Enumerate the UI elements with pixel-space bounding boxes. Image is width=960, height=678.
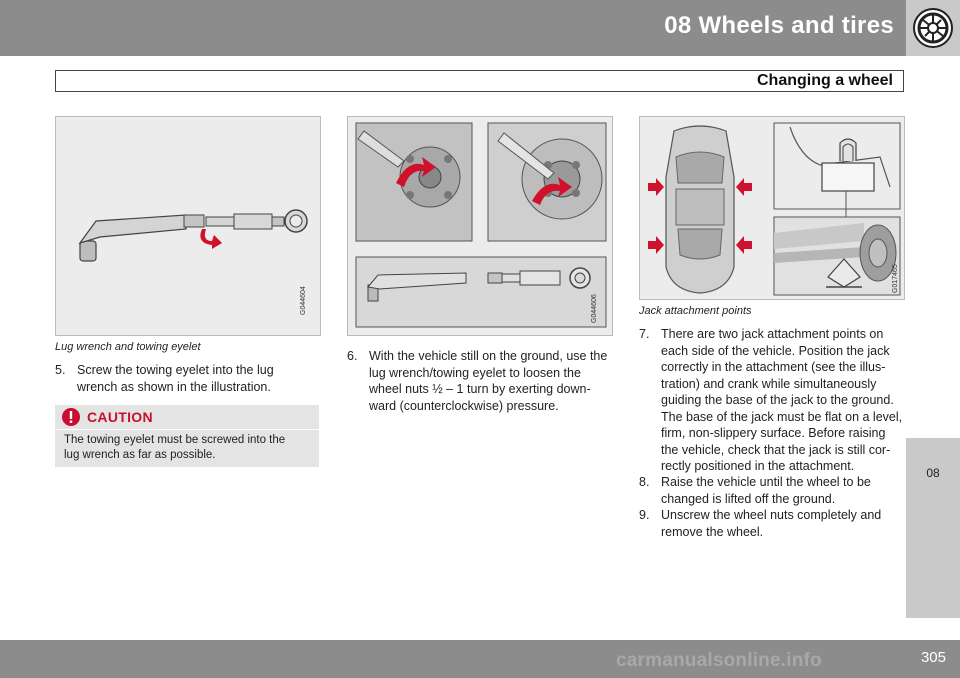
figure-jack-points <box>639 116 905 300</box>
step-text-line: the vehicle, check that the jack is still cor- <box>661 442 891 457</box>
figure-caption: Jack attachment points <box>639 305 752 317</box>
step-number: 7. <box>639 327 650 341</box>
step-text-line: Screw the towing eyelet into the lug <box>77 363 274 377</box>
attachment-arrow-icon <box>648 236 664 254</box>
step-text-line: Raise the vehicle until the wheel to be <box>661 475 871 489</box>
step-7 <box>639 326 909 475</box>
chapter-icon-box <box>906 0 960 56</box>
step-text-line: lug wrench/towing eyelet to loosen the <box>369 365 581 380</box>
figure-caption: Lug wrench and towing eyelet <box>55 341 201 353</box>
side-tab-label: 08 <box>926 466 940 480</box>
step-text-line: correctly in the attachment (see the illus- <box>661 360 886 374</box>
tire-icon <box>906 0 960 56</box>
step-text-line: wheel nuts ½ – 1 turn by exerting down- <box>369 382 591 396</box>
step-text-line: The base of the jack must be flat on a level, <box>661 409 903 424</box>
figure-code: G044604 <box>300 286 307 315</box>
step-text-line: wrench as shown in the illustration. <box>77 379 271 394</box>
caution-text-line: lug wrench as far as possible. <box>64 448 216 461</box>
step-9 <box>639 507 909 540</box>
rotate-arrow-icon <box>200 229 222 249</box>
step-text-line: There are two jack attachment points on <box>661 327 884 341</box>
figure-lug-wrench <box>55 116 321 336</box>
step-5 <box>55 362 321 395</box>
lug-wrench-illustration <box>56 117 321 336</box>
figure-code: G044606 <box>591 294 598 323</box>
chapter-side-tab[interactable] <box>906 438 960 618</box>
caution-header <box>55 405 319 430</box>
caution-title: CAUTION <box>87 409 153 425</box>
page-number: 305 <box>920 649 946 666</box>
figure-wheel-nuts <box>347 116 613 336</box>
step-text-line: tration) and crank while simultaneously <box>661 376 877 391</box>
step-text-line: each side of the vehicle. Position the jack <box>661 343 890 358</box>
step-text-line: remove the wheel. <box>661 524 764 539</box>
jack-points-illustration <box>640 117 905 300</box>
step-6 <box>347 348 617 414</box>
step-text-line: rectly positioned in the attachment. <box>661 459 855 473</box>
step-text-line: changed is lifted off the ground. <box>661 491 836 506</box>
attachment-arrow-icon <box>736 236 752 254</box>
attachment-arrow-icon <box>648 178 664 196</box>
figure-code: G017465 <box>892 264 899 293</box>
step-number: 5. <box>55 363 66 377</box>
section-title: Changing a wheel <box>756 72 893 89</box>
step-number: 6. <box>347 349 358 363</box>
attachment-arrow-icon <box>736 178 752 196</box>
wheel-nuts-illustration <box>348 117 613 336</box>
chapter-header <box>0 0 960 56</box>
warning-icon <box>61 407 81 427</box>
step-text-line: guiding the base of the jack to the ground. <box>661 393 894 407</box>
step-text-line: Unscrew the wheel nuts completely and <box>661 508 882 522</box>
watermark: carmanualsonline.info <box>616 650 822 671</box>
caution-text-line: The towing eyelet must be screwed into the <box>64 434 286 446</box>
step-text-line: firm, non-slippery surface. Before raising <box>661 426 886 440</box>
step-text-line: ward (counterclockwise) pressure. <box>369 398 559 413</box>
step-number: 9. <box>639 508 650 522</box>
section-header <box>55 70 904 92</box>
step-8 <box>639 474 909 507</box>
caution-box <box>55 405 319 467</box>
caution-text <box>64 433 316 462</box>
step-text-line: With the vehicle still on the ground, use the <box>369 349 608 363</box>
chapter-title: 08 Wheels and tires <box>664 12 894 39</box>
step-number: 8. <box>639 475 650 489</box>
